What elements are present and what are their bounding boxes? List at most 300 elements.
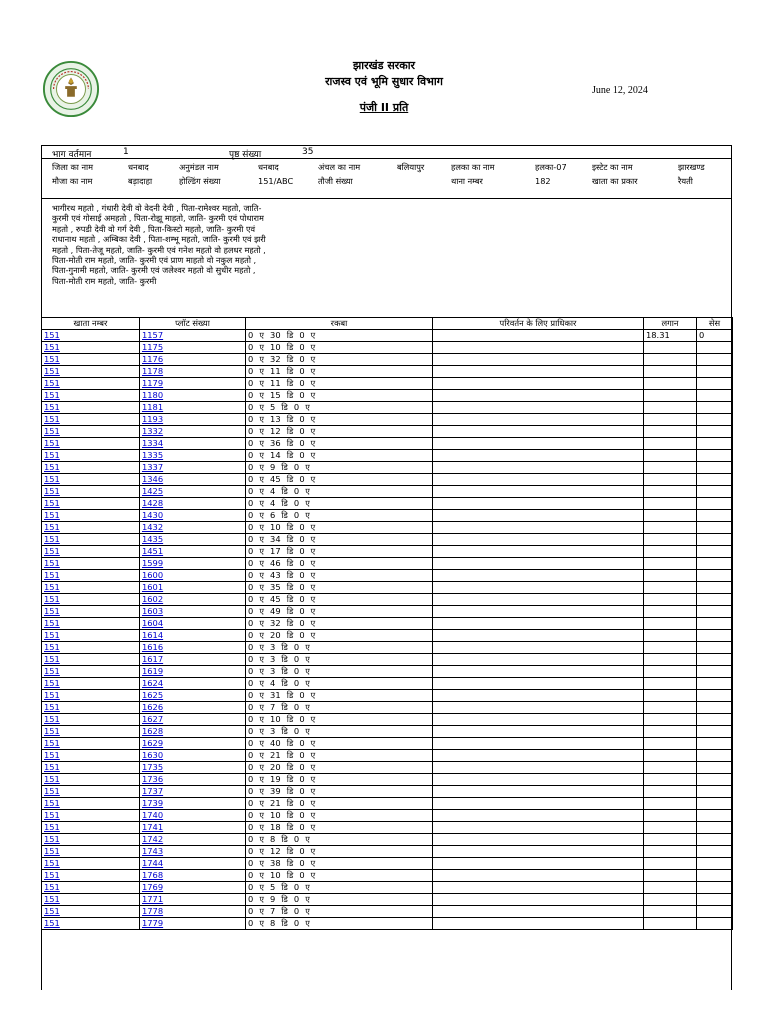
rakba-cell: 0 ए 11 डि 0 ए — [246, 366, 433, 378]
khata-cell — [42, 510, 140, 522]
khata-link[interactable]: 151 — [44, 858, 60, 868]
khata-link[interactable]: 151 — [44, 690, 60, 700]
plot-link[interactable]: 1600 — [142, 570, 164, 580]
khata-link[interactable]: 151 — [44, 798, 60, 808]
khata-link[interactable]: 151 — [44, 870, 60, 880]
pradhikar-cell — [433, 810, 644, 822]
plot-cell — [140, 906, 246, 918]
ses-cell — [697, 714, 733, 726]
plot-link[interactable]: 1741 — [142, 822, 164, 832]
ses-cell — [697, 354, 733, 366]
halka-value: हलका-07 — [535, 162, 567, 172]
lagan-cell — [644, 510, 697, 522]
ses-cell — [697, 738, 733, 750]
khata-cell — [42, 630, 140, 642]
khata-cell — [42, 594, 140, 606]
plot-link[interactable]: 1630 — [142, 750, 164, 760]
plot-link[interactable]: 1335 — [142, 450, 164, 460]
plot-cell — [140, 378, 246, 390]
lagan-cell — [644, 402, 697, 414]
plot-cell — [140, 798, 246, 810]
plot-link[interactable]: 1744 — [142, 858, 164, 868]
plot-link[interactable]: 1736 — [142, 774, 164, 784]
ses-cell — [697, 378, 733, 390]
khata-link[interactable]: 151 — [44, 630, 60, 640]
khata-link[interactable]: 151 — [44, 522, 60, 532]
tauji-label: तौजी संख्या — [318, 176, 353, 186]
col-lagan: लगान — [644, 318, 697, 330]
khata-link[interactable]: 151 — [44, 330, 60, 340]
ses-cell — [697, 582, 733, 594]
plot-cell — [140, 546, 246, 558]
khata-prakar-value: रैयती — [678, 176, 693, 186]
plot-link[interactable]: 1332 — [142, 426, 164, 436]
khata-link[interactable]: 151 — [44, 426, 60, 436]
plot-link[interactable]: 1742 — [142, 834, 164, 844]
plot-link[interactable]: 1425 — [142, 486, 164, 496]
khata-link[interactable]: 151 — [44, 462, 60, 472]
table-row — [42, 570, 733, 582]
lagan-cell — [644, 858, 697, 870]
plot-cell — [140, 474, 246, 486]
plot-link[interactable]: 1432 — [142, 522, 164, 532]
ses-cell — [697, 498, 733, 510]
plot-table — [41, 317, 733, 930]
plot-link[interactable]: 1626 — [142, 702, 164, 712]
pradhikar-cell — [433, 870, 644, 882]
khata-cell — [42, 390, 140, 402]
plot-link[interactable]: 1346 — [142, 474, 164, 484]
khata-link[interactable]: 151 — [44, 498, 60, 508]
khata-link[interactable]: 151 — [44, 906, 60, 916]
khata-cell — [42, 870, 140, 882]
pradhikar-cell — [433, 642, 644, 654]
khata-cell — [42, 786, 140, 798]
rakba-cell: 0 ए 9 डि 0 ए — [246, 894, 433, 906]
plot-cell — [140, 366, 246, 378]
rakba-cell: 0 ए 10 डि 0 ए — [246, 342, 433, 354]
rakba-cell: 0 ए 7 डि 0 ए — [246, 702, 433, 714]
khata-link[interactable]: 151 — [44, 618, 60, 628]
pradhikar-cell — [433, 666, 644, 678]
khata-link[interactable]: 151 — [44, 534, 60, 544]
plot-link[interactable]: 1604 — [142, 618, 164, 628]
table-row — [42, 546, 733, 558]
plot-cell — [140, 426, 246, 438]
plot-cell — [140, 354, 246, 366]
khata-link[interactable]: 151 — [44, 342, 60, 352]
plot-link[interactable]: 1627 — [142, 714, 164, 724]
plot-cell — [140, 390, 246, 402]
ses-cell — [697, 726, 733, 738]
khata-link[interactable]: 151 — [44, 810, 60, 820]
table-row — [42, 510, 733, 522]
pradhikar-cell — [433, 918, 644, 930]
plot-link[interactable]: 1619 — [142, 666, 164, 676]
khata-cell — [42, 726, 140, 738]
plot-cell — [140, 486, 246, 498]
pradhikar-cell — [433, 894, 644, 906]
khata-link[interactable]: 151 — [44, 546, 60, 556]
lagan-cell — [644, 570, 697, 582]
plot-link[interactable]: 1735 — [142, 762, 164, 772]
table-row — [42, 402, 733, 414]
jila-label: जिला का नाम — [52, 162, 94, 172]
ses-cell — [697, 486, 733, 498]
plot-link[interactable]: 1629 — [142, 738, 164, 748]
khata-cell — [42, 690, 140, 702]
ses-cell — [697, 438, 733, 450]
khata-link[interactable]: 151 — [44, 894, 60, 904]
pradhikar-cell — [433, 462, 644, 474]
khata-link[interactable]: 151 — [44, 654, 60, 664]
rakba-cell: 0 ए 38 डि 0 ए — [246, 858, 433, 870]
pradhikar-cell — [433, 690, 644, 702]
plot-cell — [140, 522, 246, 534]
khata-link[interactable]: 151 — [44, 750, 60, 760]
plot-link[interactable]: 1603 — [142, 606, 164, 616]
khata-link[interactable]: 151 — [44, 678, 60, 688]
plot-cell — [140, 822, 246, 834]
khata-cell — [42, 918, 140, 930]
table-row — [42, 354, 733, 366]
plot-link[interactable]: 1430 — [142, 510, 164, 520]
plot-link[interactable]: 1451 — [142, 546, 164, 556]
plot-cell — [140, 882, 246, 894]
khata-link[interactable]: 151 — [44, 570, 60, 580]
plot-cell — [140, 714, 246, 726]
khata-link[interactable]: 151 — [44, 594, 60, 604]
anumandal-value: धनबाद — [258, 162, 279, 172]
table-row — [42, 762, 733, 774]
rakba-cell: 0 ए 32 डि 0 ए — [246, 618, 433, 630]
rakba-cell: 0 ए 39 डि 0 ए — [246, 786, 433, 798]
khata-cell — [42, 654, 140, 666]
pradhikar-cell — [433, 834, 644, 846]
khata-cell — [42, 582, 140, 594]
plot-link[interactable]: 1628 — [142, 726, 164, 736]
rakba-cell: 0 ए 45 डि 0 ए — [246, 474, 433, 486]
rakba-cell: 0 ए 40 डि 0 ए — [246, 738, 433, 750]
lagan-cell — [644, 666, 697, 678]
plot-cell — [140, 630, 246, 642]
plot-link[interactable]: 1624 — [142, 678, 164, 688]
rakba-cell: 0 ए 14 डि 0 ए — [246, 450, 433, 462]
plot-link[interactable]: 1601 — [142, 582, 164, 592]
owners-text: भागीरथ महतो , गंधारी देवी वो वेदनी देवी , पिता-रामेश्वर महतो, जाति- कुरमी एवं गोसाई अमहतो , पिता-रोझू माहतो, जाति- कुरमी एवं पोधाराम महतो , रुपडी देवी वो गर्ग देवी , पिता-किस्टो महतो, जाति- कुरमी एवं राधानाथ महतो , अम्बिका देवी , पिता-शम्भू महतो, जाति- कुरमी एवं झरी महतो , पिता-तेजू महतो, जाति- कुरमी एवं गनेश महतो वो हलधर महतो , पिता-मोती राम महतो, जाति- कुरमी एवं प्राण माहतो वो नकुल महतो , पिता-गुनामी महतो, जाति- कुरमी एवं जलेश्वर महतो वो सुधीर महतो , पिता-मोती राम महतो, जाति- कुरमी — [52, 203, 266, 286]
plot-cell — [140, 534, 246, 546]
khata-link[interactable]: 151 — [44, 390, 60, 400]
plot-link[interactable]: 1740 — [142, 810, 164, 820]
rakba-cell: 0 ए 9 डि 0 ए — [246, 462, 433, 474]
khata-prakar-label: खाता का प्रकार — [592, 176, 638, 186]
ses-cell — [697, 894, 733, 906]
table-row — [42, 594, 733, 606]
lagan-cell — [644, 450, 697, 462]
khata-link[interactable]: 151 — [44, 558, 60, 568]
plot-cell — [140, 462, 246, 474]
khata-cell — [42, 522, 140, 534]
pradhikar-cell — [433, 342, 644, 354]
pradhikar-cell — [433, 786, 644, 798]
lagan-cell — [644, 534, 697, 546]
table-row — [42, 606, 733, 618]
plot-link[interactable]: 1739 — [142, 798, 164, 808]
khata-link[interactable]: 151 — [44, 438, 60, 448]
plot-link[interactable]: 1181 — [142, 402, 164, 412]
pradhikar-cell — [433, 546, 644, 558]
pradhikar-cell — [433, 390, 644, 402]
plot-link[interactable]: 1175 — [142, 342, 164, 352]
pradhikar-cell — [433, 486, 644, 498]
khata-link[interactable]: 151 — [44, 378, 60, 388]
rakba-cell: 0 ए 5 डि 0 ए — [246, 882, 433, 894]
ses-cell — [697, 762, 733, 774]
ses-cell — [697, 882, 733, 894]
khata-cell — [42, 462, 140, 474]
bhag-label: भाग वर्तमान — [52, 150, 92, 160]
khata-cell — [42, 774, 140, 786]
khata-link[interactable]: 151 — [44, 846, 60, 856]
plot-cell — [140, 582, 246, 594]
khata-cell — [42, 546, 140, 558]
lagan-cell — [644, 882, 697, 894]
khata-cell — [42, 738, 140, 750]
plot-cell — [140, 870, 246, 882]
prishth-value: 35 — [302, 147, 314, 157]
anumandal-label: अनुमंडल नाम — [179, 162, 219, 172]
pradhikar-cell — [433, 522, 644, 534]
plot-cell — [140, 558, 246, 570]
khata-cell — [42, 714, 140, 726]
pradhikar-cell — [433, 570, 644, 582]
plot-cell — [140, 438, 246, 450]
ses-cell — [697, 402, 733, 414]
pradhikar-cell — [433, 438, 644, 450]
lagan-cell — [644, 702, 697, 714]
plot-link[interactable]: 1614 — [142, 630, 164, 640]
plot-link[interactable]: 1768 — [142, 870, 164, 880]
khata-link[interactable]: 151 — [44, 366, 60, 376]
ses-cell — [697, 546, 733, 558]
plot-link[interactable]: 1193 — [142, 414, 164, 424]
khata-link[interactable]: 151 — [44, 354, 60, 364]
table-row — [42, 882, 733, 894]
plot-link[interactable]: 1778 — [142, 906, 164, 916]
table-row — [42, 774, 733, 786]
lagan-cell — [644, 750, 697, 762]
khata-link[interactable]: 151 — [44, 918, 60, 928]
rakba-cell: 0 ए 12 डि 0 ए — [246, 846, 433, 858]
col-khata: खाता नम्बर — [42, 318, 140, 330]
ses-cell — [697, 918, 733, 930]
table-row — [42, 714, 733, 726]
table-row — [42, 786, 733, 798]
lagan-cell — [644, 462, 697, 474]
ses-cell — [697, 846, 733, 858]
mauja-value: बड़ादाहा — [128, 176, 153, 186]
khata-cell — [42, 474, 140, 486]
khata-cell — [42, 750, 140, 762]
lagan-cell — [644, 846, 697, 858]
lagan-cell — [644, 378, 697, 390]
plot-link[interactable]: 1743 — [142, 846, 164, 856]
lagan-cell — [644, 870, 697, 882]
khata-link[interactable]: 151 — [44, 402, 60, 412]
pradhikar-cell — [433, 354, 644, 366]
lagan-cell — [644, 558, 697, 570]
rakba-cell: 0 ए 12 डि 0 ए — [246, 426, 433, 438]
rakba-cell: 0 ए 13 डि 0 ए — [246, 414, 433, 426]
ses-cell — [697, 630, 733, 642]
table-row — [42, 390, 733, 402]
rakba-cell: 0 ए 19 डि 0 ए — [246, 774, 433, 786]
plot-cell — [140, 330, 246, 342]
table-row — [42, 558, 733, 570]
khata-link[interactable]: 151 — [44, 510, 60, 520]
khata-link[interactable]: 151 — [44, 666, 60, 676]
khata-link[interactable]: 151 — [44, 882, 60, 892]
plot-link[interactable]: 1435 — [142, 534, 164, 544]
lagan-cell — [644, 738, 697, 750]
ses-cell — [697, 870, 733, 882]
pradhikar-cell — [433, 618, 644, 630]
col-ses: सेस — [697, 318, 733, 330]
rakba-cell: 0 ए 4 डि 0 ए — [246, 486, 433, 498]
lagan-cell — [644, 906, 697, 918]
pradhikar-cell — [433, 378, 644, 390]
plot-link[interactable]: 1334 — [142, 438, 164, 448]
lagan-cell — [644, 486, 697, 498]
ses-cell — [697, 594, 733, 606]
khata-link[interactable]: 151 — [44, 822, 60, 832]
plot-cell — [140, 414, 246, 426]
ses-cell — [697, 522, 733, 534]
khata-link[interactable]: 151 — [44, 582, 60, 592]
plot-link[interactable]: 1337 — [142, 462, 164, 472]
plot-cell — [140, 774, 246, 786]
lagan-cell — [644, 822, 697, 834]
rakba-cell: 0 ए 18 डि 0 ए — [246, 822, 433, 834]
plot-link[interactable]: 1179 — [142, 378, 164, 388]
khata-link[interactable]: 151 — [44, 738, 60, 748]
table-row — [42, 462, 733, 474]
ses-cell — [697, 810, 733, 822]
khata-link[interactable]: 151 — [44, 450, 60, 460]
plot-link[interactable]: 1180 — [142, 390, 164, 400]
plot-link[interactable]: 1617 — [142, 654, 164, 664]
rakba-cell: 0 ए 10 डि 0 ए — [246, 870, 433, 882]
khata-cell — [42, 354, 140, 366]
khata-link[interactable]: 151 — [44, 486, 60, 496]
pradhikar-cell — [433, 906, 644, 918]
plot-link[interactable]: 1779 — [142, 918, 164, 928]
pradhikar-cell — [433, 678, 644, 690]
ses-cell — [697, 570, 733, 582]
plot-link[interactable]: 1771 — [142, 894, 164, 904]
plot-cell — [140, 762, 246, 774]
khata-link[interactable]: 151 — [44, 786, 60, 796]
plot-cell — [140, 678, 246, 690]
table-row — [42, 858, 733, 870]
plot-link[interactable]: 1625 — [142, 690, 164, 700]
plot-link[interactable]: 1737 — [142, 786, 164, 796]
plot-link[interactable]: 1178 — [142, 366, 164, 376]
ses-cell — [697, 534, 733, 546]
col-plot: प्लॉट संख्या — [140, 318, 246, 330]
plot-link[interactable]: 1599 — [142, 558, 164, 568]
table-row — [42, 438, 733, 450]
ses-cell — [697, 558, 733, 570]
khata-link[interactable]: 151 — [44, 726, 60, 736]
khata-link[interactable]: 151 — [44, 714, 60, 724]
khata-cell — [42, 414, 140, 426]
holding-label: होल्डिंग संख्या — [179, 176, 221, 186]
lagan-cell — [644, 426, 697, 438]
pradhikar-cell — [433, 582, 644, 594]
ses-cell — [697, 426, 733, 438]
khata-cell — [42, 810, 140, 822]
khata-link[interactable]: 151 — [44, 702, 60, 712]
table-row — [42, 666, 733, 678]
plot-cell — [140, 654, 246, 666]
pradhikar-cell — [433, 714, 644, 726]
pradhikar-cell — [433, 738, 644, 750]
lagan-cell — [644, 654, 697, 666]
table-row — [42, 846, 733, 858]
ses-cell — [697, 822, 733, 834]
pradhikar-cell — [433, 630, 644, 642]
ses-cell — [697, 834, 733, 846]
table-row — [42, 702, 733, 714]
khata-link[interactable]: 151 — [44, 774, 60, 784]
lagan-cell — [644, 810, 697, 822]
ses-cell — [697, 774, 733, 786]
plot-cell — [140, 810, 246, 822]
plot-link[interactable]: 1157 — [142, 330, 164, 340]
plot-link[interactable]: 1602 — [142, 594, 164, 604]
table-row — [42, 738, 733, 750]
rakba-cell: 0 ए 46 डि 0 ए — [246, 558, 433, 570]
plot-link[interactable]: 1616 — [142, 642, 164, 652]
khata-link[interactable]: 151 — [44, 762, 60, 772]
lagan-cell — [644, 642, 697, 654]
khata-link[interactable]: 151 — [44, 834, 60, 844]
plot-link[interactable]: 1428 — [142, 498, 164, 508]
plot-cell — [140, 894, 246, 906]
khata-link[interactable]: 151 — [44, 414, 60, 424]
lagan-cell — [644, 498, 697, 510]
plot-link[interactable]: 1769 — [142, 882, 164, 892]
khata-cell — [42, 534, 140, 546]
rakba-cell: 0 ए 31 डि 0 ए — [246, 690, 433, 702]
khata-cell — [42, 762, 140, 774]
table-row — [42, 870, 733, 882]
lagan-cell — [644, 834, 697, 846]
khata-link[interactable]: 151 — [44, 474, 60, 484]
pradhikar-cell — [433, 498, 644, 510]
khata-cell — [42, 498, 140, 510]
plot-link[interactable]: 1176 — [142, 354, 164, 364]
khata-link[interactable]: 151 — [44, 642, 60, 652]
khata-cell — [42, 906, 140, 918]
rakba-cell: 0 ए 10 डि 0 ए — [246, 714, 433, 726]
pradhikar-cell — [433, 822, 644, 834]
ses-cell — [697, 666, 733, 678]
pradhikar-cell — [433, 474, 644, 486]
khata-cell — [42, 822, 140, 834]
khata-link[interactable]: 151 — [44, 606, 60, 616]
